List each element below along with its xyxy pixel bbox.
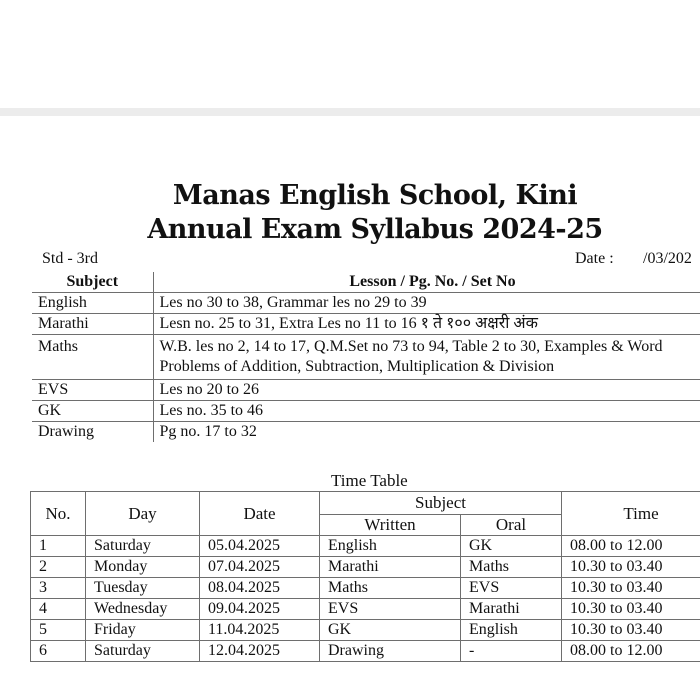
syllabus-header-row: [32, 272, 700, 293]
table-row: [31, 536, 700, 557]
oral-cell: Maths: [461, 557, 562, 578]
date-cell: 11.04.2025: [200, 620, 320, 641]
written-cell: English: [320, 536, 461, 557]
table-row: [32, 380, 700, 401]
date-cell: 09.04.2025: [200, 599, 320, 620]
written-cell: EVS: [320, 599, 461, 620]
day-cell: Friday: [86, 620, 200, 641]
day-cell: Monday: [86, 557, 200, 578]
day-cell: Saturday: [86, 641, 200, 662]
time-cell: 10.30 to 03.40: [562, 557, 700, 578]
subject-cell: English: [32, 293, 153, 314]
table-row: [31, 599, 700, 620]
time-cell: 08.00 to 12.00: [562, 536, 700, 557]
timetable-title: Time Table: [331, 471, 408, 490]
written-column-header: Written: [320, 515, 461, 536]
time-cell: 08.00 to 12.00: [562, 641, 700, 662]
table-row: [31, 641, 700, 662]
no-cell: 5: [31, 620, 86, 641]
oral-cell: Marathi: [461, 599, 562, 620]
timetable-table: [30, 491, 700, 662]
oral-cell: EVS: [461, 578, 562, 599]
no-cell: 1: [31, 536, 86, 557]
date-value: /03/202: [643, 250, 692, 267]
oral-cell: GK: [461, 536, 562, 557]
day-cell: Saturday: [86, 536, 200, 557]
no-cell: 6: [31, 641, 86, 662]
table-row: [32, 335, 700, 380]
oral-cell: -: [461, 641, 562, 662]
no-cell: 2: [31, 557, 86, 578]
subject-cell: Drawing: [32, 422, 153, 443]
syllabus-table: [32, 272, 700, 442]
lesson-cell: Les no 30 to 38, Grammar les no 29 to 39: [153, 293, 700, 314]
written-cell: Marathi: [320, 557, 461, 578]
lesson-column-header: Lesson / Pg. No. / Set No: [153, 272, 700, 293]
table-row: [32, 422, 700, 443]
subject-cell: GK: [32, 401, 153, 422]
date-cell: 12.04.2025: [200, 641, 320, 662]
school-name: Manas English School, Kini: [172, 180, 578, 211]
no-column-header: No.: [31, 492, 86, 536]
subject-cell: Maths: [32, 335, 153, 380]
table-row: [32, 401, 700, 422]
lesson-cell: W.B. les no 2, 14 to 17, Q.M.Set no 73 to 94, Table 2 to 30, Examples & Word Problems of Addition, Subtraction, Multiplication & Division: [153, 335, 700, 380]
table-row: [31, 557, 700, 578]
table-row: [32, 293, 700, 314]
no-cell: 4: [31, 599, 86, 620]
page-divider: [0, 108, 700, 116]
date-column-header: Date: [200, 492, 320, 536]
std-label: Std - 3rd: [42, 250, 98, 267]
lesson-cell: Les no. 35 to 46: [153, 401, 700, 422]
top-blank-area: [0, 0, 700, 108]
subject-column-header: Subject: [320, 492, 562, 515]
table-row: [31, 620, 700, 641]
lesson-cell: Lesn no. 25 to 31, Extra Les no 11 to 16 १ ते १०० अक्षरी अंक: [153, 314, 700, 335]
time-cell: 10.30 to 03.40: [562, 599, 700, 620]
written-cell: GK: [320, 620, 461, 641]
day-cell: Tuesday: [86, 578, 200, 599]
time-cell: 10.30 to 03.40: [562, 578, 700, 599]
oral-cell: English: [461, 620, 562, 641]
time-column-header: Time: [562, 492, 700, 536]
time-cell: 10.30 to 03.40: [562, 620, 700, 641]
table-row: [31, 578, 700, 599]
oral-column-header: Oral: [461, 515, 562, 536]
subject-column-header: Subject: [32, 272, 153, 293]
no-cell: 3: [31, 578, 86, 599]
lesson-cell: Pg no. 17 to 32: [153, 422, 700, 443]
subject-cell: EVS: [32, 380, 153, 401]
date-cell: 08.04.2025: [200, 578, 320, 599]
date-label: Date :: [575, 250, 614, 267]
day-cell: Wednesday: [86, 599, 200, 620]
subject-cell: Marathi: [32, 314, 153, 335]
timetable-header-row: [31, 492, 700, 515]
table-row: [32, 314, 700, 335]
exam-title: Annual Exam Syllabus 2024-25: [147, 214, 603, 245]
written-cell: Maths: [320, 578, 461, 599]
date-cell: 05.04.2025: [200, 536, 320, 557]
written-cell: Drawing: [320, 641, 461, 662]
day-column-header: Day: [86, 492, 200, 536]
lesson-cell: Les no 20 to 26: [153, 380, 700, 401]
date-cell: 07.04.2025: [200, 557, 320, 578]
